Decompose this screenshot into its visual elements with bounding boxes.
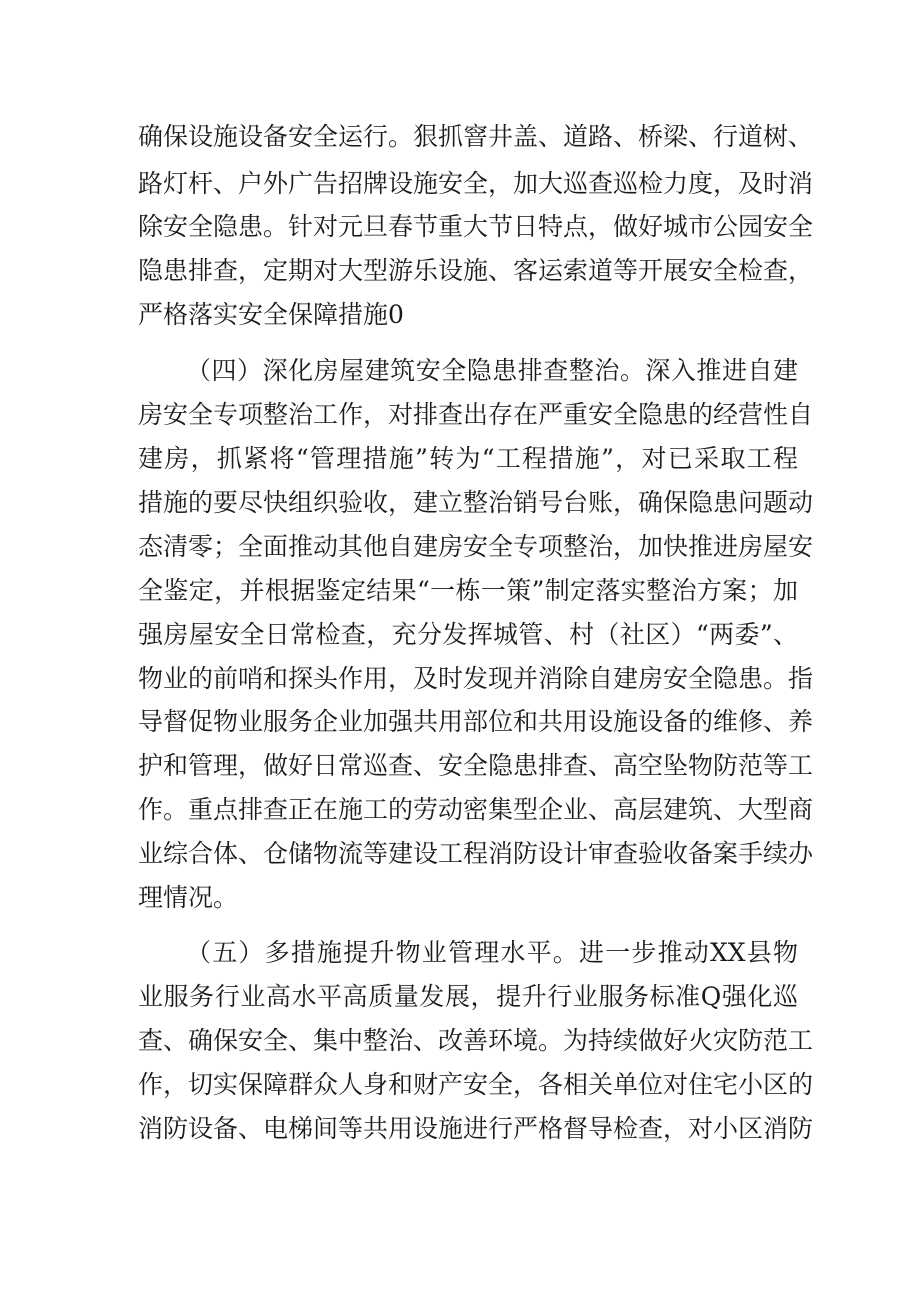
text-line: 确保设施设备安全运行。狠抓窨井盖、道路、桥梁、行道树、 bbox=[138, 122, 814, 151]
text-line: 强房屋安全日常检查，充分发挥城管、村（社区）“两委”、 bbox=[138, 620, 798, 649]
text-line: 建房，抓紧将“管理措施”转为“工程措施”，对已采取工程 bbox=[138, 444, 798, 473]
text-line: 措施的要尽快组织验收，建立整治销号台账，确保隐患问题动 bbox=[138, 488, 814, 517]
text-line: 严格落实安全保障措施0 bbox=[138, 300, 404, 329]
paragraph-heading-line: （四）深化房屋建筑安全隐患排查整治。深入推进自建 bbox=[186, 356, 798, 385]
text-line: 隐患排查，定期对大型游乐设施、客运索道等开展安全检查， bbox=[138, 256, 814, 285]
text-line: 作，切实保障群众人身和财产安全，各相关单位对住宅小区的 bbox=[138, 1070, 814, 1099]
text-line: 物业的前哨和探头作用，及时发现并消除自建房安全隐患。指 bbox=[138, 664, 814, 693]
text-line: 路灯杆、户外广告招牌设施安全，加大巡查巡检力度，及时消 bbox=[138, 169, 814, 198]
text-line: 房安全专项整治工作，对排查出存在严重安全隐患的经营性自 bbox=[138, 400, 814, 429]
paragraph-heading-line: （五）多措施提升物业管理水平。进一步推动XX县物 bbox=[186, 938, 798, 967]
text-line: 业综合体、仓储物流等建设工程消防设计审查验收备案手续办 bbox=[138, 839, 814, 868]
text-line: 导督促物业服务企业加强共用部位和共用设施设备的维修、养 bbox=[138, 707, 814, 736]
text-line: 除安全隐患。针对元旦春节重大节日特点，做好城市公园安全 bbox=[138, 212, 814, 241]
text-line: 查、确保安全、集中整治、改善环境。为持续做好火灾防范工 bbox=[138, 1026, 814, 1055]
text-line: 态清零；全面推动其他自建房安全专项整治，加快推进房屋安 bbox=[138, 532, 814, 561]
text-line: 消防设备、电梯间等共用设施进行严格督导检查，对小区消防 bbox=[138, 1114, 814, 1143]
text-line: 护和管理，做好日常巡查、安全隐患排查、高空坠物防范等工 bbox=[138, 751, 814, 780]
text-line: 理情况。 bbox=[138, 883, 239, 912]
text-line: 作。重点排查正在施工的劳动密集型企业、高层建筑、大型商 bbox=[138, 795, 814, 824]
text-line: 业服务行业高水平高质量发展，提升行业服务标准Q强化巡 bbox=[138, 982, 798, 1011]
text-line: 全鉴定，并根据鉴定结果“一栋一策”制定落实整治方案；加 bbox=[138, 576, 798, 605]
